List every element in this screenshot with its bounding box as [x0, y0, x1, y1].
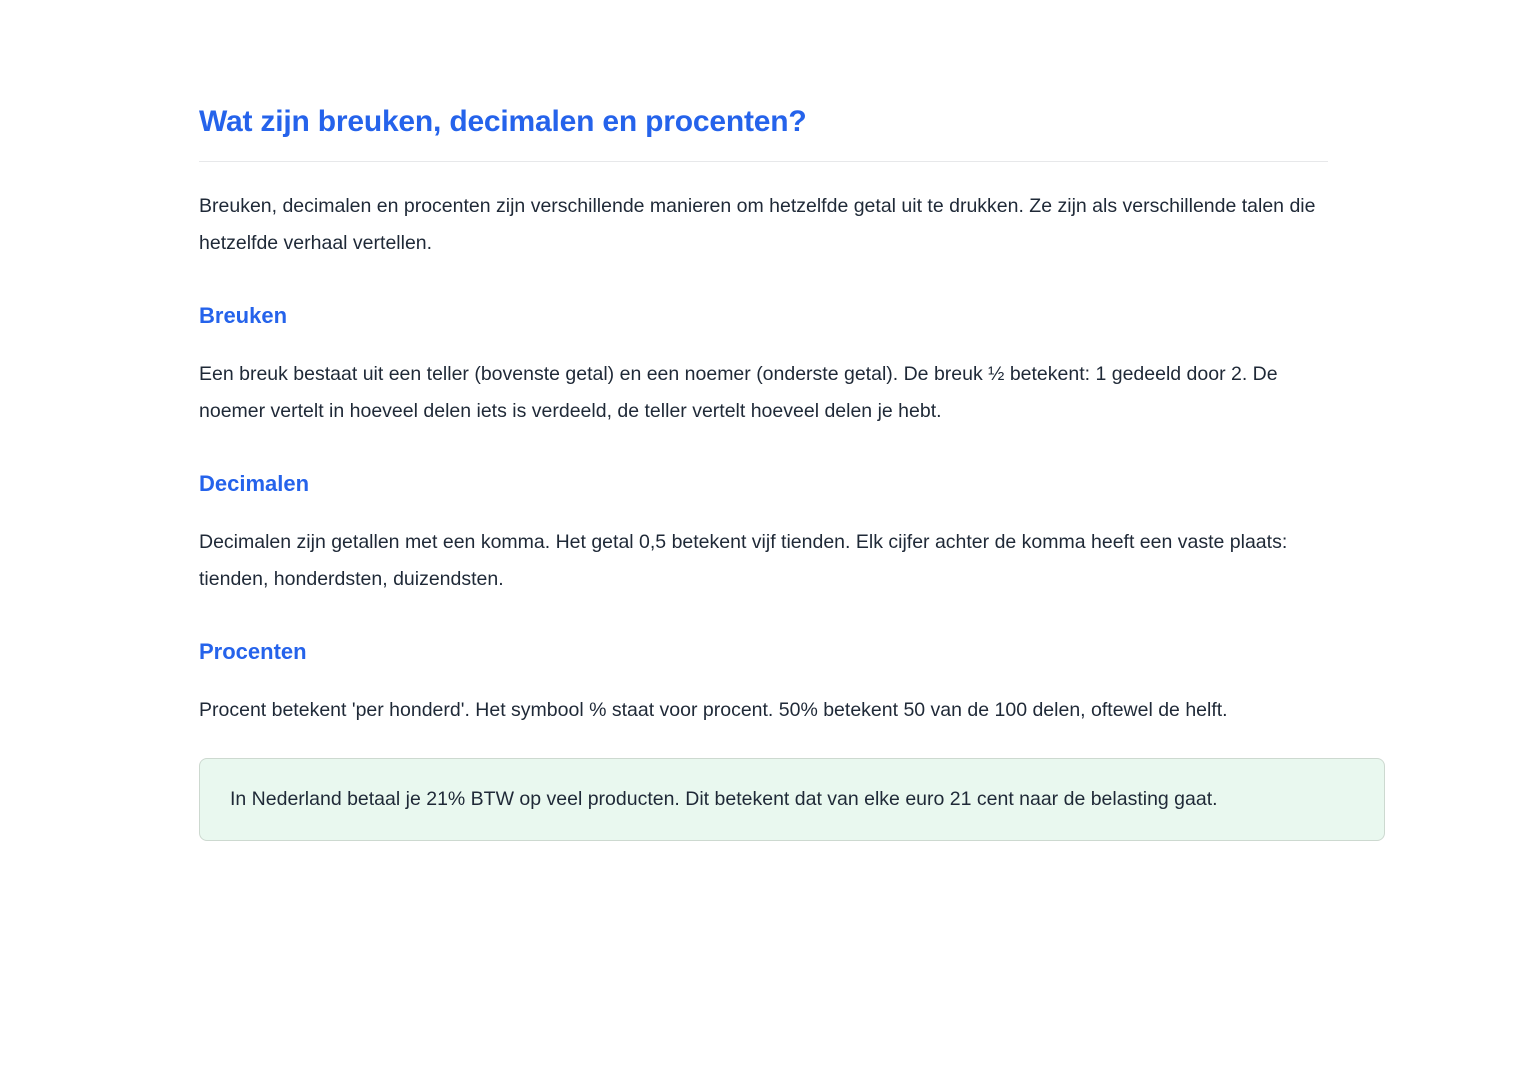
section-body-procenten: Procent betekent 'per honderd'. Het symbool % staat voor procent. 50% betekent 50 van de 100 delen, oftewel de helft.: [199, 699, 1228, 721]
section-body-decimalen: Decimalen zijn getallen met een komma. Het getal 0,5 betekent vijf tienden. Elk cijfer achter de komma heeft een vaste plaats: tienden, honderdsten, duizendsten.: [199, 531, 1288, 590]
section-heading-decimalen: Decimalen: [199, 471, 310, 496]
section-body-breuken: Een breuk bestaat uit een teller (bovenste getal) en een noemer (onderste getal). De breuk ½ betekent: 1 gedeeld door 2. De noemer vertelt in hoeveel delen iets is verdeeld, de teller vertelt hoeveel delen je hebt.: [199, 363, 1278, 422]
title-divider: [199, 161, 1328, 162]
section-heading-breuken: Breuken: [199, 303, 288, 328]
section-heading-procenten: Procenten: [199, 639, 307, 664]
article-content: [199, 0, 1385, 841]
intro-paragraph: Breuken, decimalen en procenten zijn verschillende manieren om hetzelfde getal uit te drukken. Ze zijn als verschillende talen die hetzelfde verhaal vertellen.: [199, 195, 1316, 254]
page-title: Wat zijn breuken, decimalen en procenten?: [199, 105, 807, 138]
callout-box: [199, 758, 1385, 841]
callout-text: In Nederland betaal je 21% BTW op veel producten. Dit betekent dat van elke euro 21 cent naar de belasting gaat.: [230, 788, 1218, 810]
